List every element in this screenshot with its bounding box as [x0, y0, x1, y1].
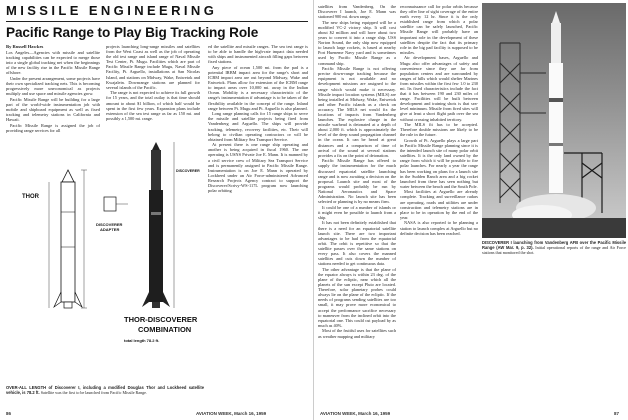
thor-rocket-outline — [54, 170, 82, 308]
paragraph: Long range planning calls for 15 range ships to serve the missile and satellite projects being fired from Vandenberg and Arguello. The ships will provide tracking, telemetry, recovery facilities, etc. Their will belong to civilian operating contractors or will be obtained from Military Sea Transport Service. — [208, 111, 308, 142]
article-column-1 — [6, 44, 100, 140]
paragraph: Pacific Missile Range will be building for a large part of the world-wide instrumentation job with mobile and shipboard equipment as well as fixed tracking and telemetry stations in California and Hawaii. — [6, 96, 100, 123]
section-rule — [6, 21, 308, 22]
paragraph: Growth of Pt. Arguello plays a large part in Pacific Missile Range planning since it is the intended launch site of many polar orbit satellites. It is the only land owned by the range from which it will be possible to fire polar launches. For nearly a year the range has been working on plans for a launch site in the Sudden Ranch area and a big rocket launched from there has seen nothing but water between the beach and the South Pole. — [400, 137, 478, 189]
right-page — [314, 0, 628, 420]
paragraph: reconnaissance call for polar orbits because they offer line of sight coverage of the entire earth every 12 hr. Since it is the only established range from which a polar satellite can be safely launched, Pacific Missile Range will probably have an important role in the development of these satellites despite the fact that its primary role in the big pad facility is supposed to be missiles. — [400, 4, 478, 55]
photo-caption-text: Initial operational reports of the range and Air Force stations that monitored the shot. — [482, 244, 627, 255]
adapter-label-2: ADAPTER — [100, 227, 120, 232]
page-number-left: 86 — [6, 411, 12, 416]
photo-caption — [482, 241, 626, 255]
discoverer-adapter — [96, 197, 128, 232]
diagram-caption — [6, 386, 204, 396]
footer-left: AVIATION WEEK, March 16, 1959 — [196, 411, 267, 416]
article-column-3 — [208, 44, 308, 388]
paragraph: It could be one of a number of islands or it might even be possible to launch from a ship. — [318, 204, 396, 220]
paragraph: Los Angeles—Agencies with missile and satellite tracking capabilities can be expected to merge those into a single global tracking net when the beginnings of the new facility rise in the Pacific Missile Range offshore. — [6, 50, 100, 76]
footer-right: AVIATION WEEK, March 16, 1959 — [320, 411, 391, 416]
paragraph: Pacific Missile Range is not offering precise down-range tracking because the equipment is not available and no development missions are assigned to the range which would make it necessary. Missile impact location systems (MILS) are being installed at Midway, Wake, Eniwetok and other Pacific islands as a check on accuracy. The MILS net would fix the locations of impacts from Vandenberg launches. The explosive charge in the missile warhead is detonated at a depth of about 2,000 ft. which is approximately the level of the deep sound propagation channel in the ocean. It can be heard at great distances and a comparison of time of arrival of the sound at several stations provides a fix on the point of detonation. — [318, 66, 396, 158]
launch-photo-drawing — [482, 3, 626, 238]
rocket — [549, 11, 563, 193]
combination-title-line-2: COMBINATION — [138, 325, 192, 334]
thor-label: THOR — [22, 194, 39, 200]
paragraph: The other advantage is that the plane of the equator always is within 23 deg. of the plane of the ecliptic, near which all the planets of the sun except Pluto are located. Therefore, solar planetary probes could always lie on the plane of the ecliptic. If the needs of programs sending satellites are too small, it may prove more economical to accept the performance sacrifice necessary to maneuver from the inclined orbit into the equatorial one. This could cut payload by as much as 40%. — [318, 266, 396, 328]
paragraph: Air development bases, Arguello and Mugu also offer advantages of safety and convenience since they are far from population centers and are surrounded by ranges of hills which would shelter Marines from missiles within the first few 1.0 to 230 mi. Its fixed characteristics include the fact that it has between 190 and 230 miles of range. Facilities will be built between development and training shots is that sea-level minimum. Missile from fired sites will give at least a short flight path over the sea without crossing inhabited territory. — [400, 55, 478, 122]
ground — [482, 218, 626, 238]
paragraph: Most of the fruitful uses for satellites such as weather mapping and military — [318, 328, 396, 339]
thor-discoverer-combination-rocket — [142, 142, 170, 308]
combination-title-line-1: THOR-DISCOVERER — [124, 315, 198, 324]
total-length-label: total length 78.2 ft. — [124, 338, 160, 343]
paragraph: Under the present arrangement, some projects have their own specialized tracking nets. This is becoming progressively more uneconomical as projects multiply and use space and missile agencies grow. — [6, 76, 100, 97]
paragraph: The new ships being equipped will be a modified VC-2 victory ship. It will cost about $2 million and will have about two years to convert it into a range ship. USS Norton Sound, the only ship now equipped to launch large rockets, is based at nearby Port Hueneme Navy yard and is sometimes used by Pacific Missile Range as a command ship. — [318, 19, 396, 66]
paragraph: At present there is one range ship operating and another is being acquired in fiscal 1960. The one operating is USNS Private Joe E. Mann. It is manned by a civil service crew of Military Sea Transport Service and is permanently assigned to Pacific Missile Range. Instrumentation is on Joe E. Mann is operated by Lockheed under an Air Force-administered Advanced Research Projects Agency contract to support the Discoverer/Scrivy-WS-117L program now launching polar orbiting — [208, 142, 308, 194]
paragraph: ed the satellite and missile ranges. The sea test range is to be able to handle the high-rate impact data needed with ships and instrumented aircraft filling gaps between fixed stations. — [208, 44, 308, 65]
photo-caption-lead: DISCOVERER I launching from Vandenberg AFB over the Pacific Missile Range (AW Mar. 9, p. 32). — [482, 240, 626, 250]
paragraph: Any piece of ocean 1,500 mi. from the pad is a potential IRBM impact area for the range's short and ICBM impact area are out beyond Midway, Wake and Eniwetok. Plans allow for extension of the ICBM range to impact areas over 10,000 mi. away in the Indian Ocean. Mobility is a necessary characteristic of the range's instrumentation if advantage is to be taken of the flexibility available in the concept of the range. Inland range between Pt. Mugu and Pt. Arguello is also planned. — [208, 64, 308, 111]
paragraph: Pacific Missile Range has offered to supply the instrumentation for the much discussed equatorial satellite launching range and is now awaiting a decision on the proposal. Launch site and most of the programs would probably be run by National Aeronautics and Space Administration. No launch site has been selected or planning is by no means firm. — [318, 158, 396, 205]
article-column-5 — [400, 4, 478, 400]
gantry-tower — [500, 43, 546, 203]
paragraph: It has not been definitely established that there is a need for an equatorial satellite launch site. There are two important advantages to be had from the equatorial orbit. The orbit is repetitive so that the satellite passes over the same stations on every pass. It also covers the manned satellites and cuts down the number of stations needed to get continuous data. — [318, 220, 396, 267]
paragraph: satellites from Vandenberg. On the Discoverer I launch, Joe E. Mann was stationed 900 mi. down range. — [318, 4, 396, 20]
headline: Pacific Range to Play Big Tracking Role — [6, 25, 259, 40]
page-number-right: 87 — [614, 411, 620, 416]
adapter-label-1: DISCOVERER — [96, 222, 123, 227]
byline: By Russell Hawkes — [6, 44, 44, 49]
paragraph: projects launching long-range missiles and satellites from the West Coast as well as the job of operating the old test range and island range of Naval Missile Test Center, Pt. Mugu. Facilities which are part of Pacific Missile Range include Mugu, Naval Missile Facility, Pt. Arguello, installations at San Nicolas Island, and stations on Midway, Wake, Eniwetok and Kwajalein. Downrange stations are planned for several islands of the Pacific. — [106, 44, 200, 90]
launch-photo — [482, 3, 626, 238]
caption-text: Satellite was the first to be launched from Pacific Missile Range. — [40, 389, 148, 395]
paragraph: The range is not expected to achieve its full growth for 15 years, and the total outlay is that time should amount to about $1 billion, of which half would be spent in the first few years. Expansion plans include extension of the sea test range as far as 150 mi. and possibly a 1,500 mi. range. — [106, 90, 200, 121]
paragraph: The MILS fit has to be accepted. Therefore double missions are likely to be the rule in the future. — [400, 122, 478, 138]
caption-lead: OVER-ALL LENGTH of Discoverer I, including a modified Douglas Thor and Lockheed satellite vehicle, is 78.2 ft. — [6, 385, 204, 395]
article-column-4 — [318, 4, 396, 400]
paragraph: NASA is also reported to be planning a station to launch complex at Arguello but no definite decision has been reached. — [400, 220, 478, 236]
paragraph: Pacific Missile Range is assigned the job of providing range services for all — [6, 122, 100, 133]
section-title: MISSILE ENGINEERING — [6, 3, 218, 18]
paragraph: Most facilities at Arguello are already complete. Tracking and surveillance radars are operating, roads and utilities are under construction and telemetry stations are in place to be in operation by the end of the year. — [400, 189, 478, 220]
thor-discoverer-diagram — [4, 142, 204, 347]
article-column-2 — [106, 44, 200, 140]
satellite-label: DISCOVERER — [176, 169, 200, 173]
